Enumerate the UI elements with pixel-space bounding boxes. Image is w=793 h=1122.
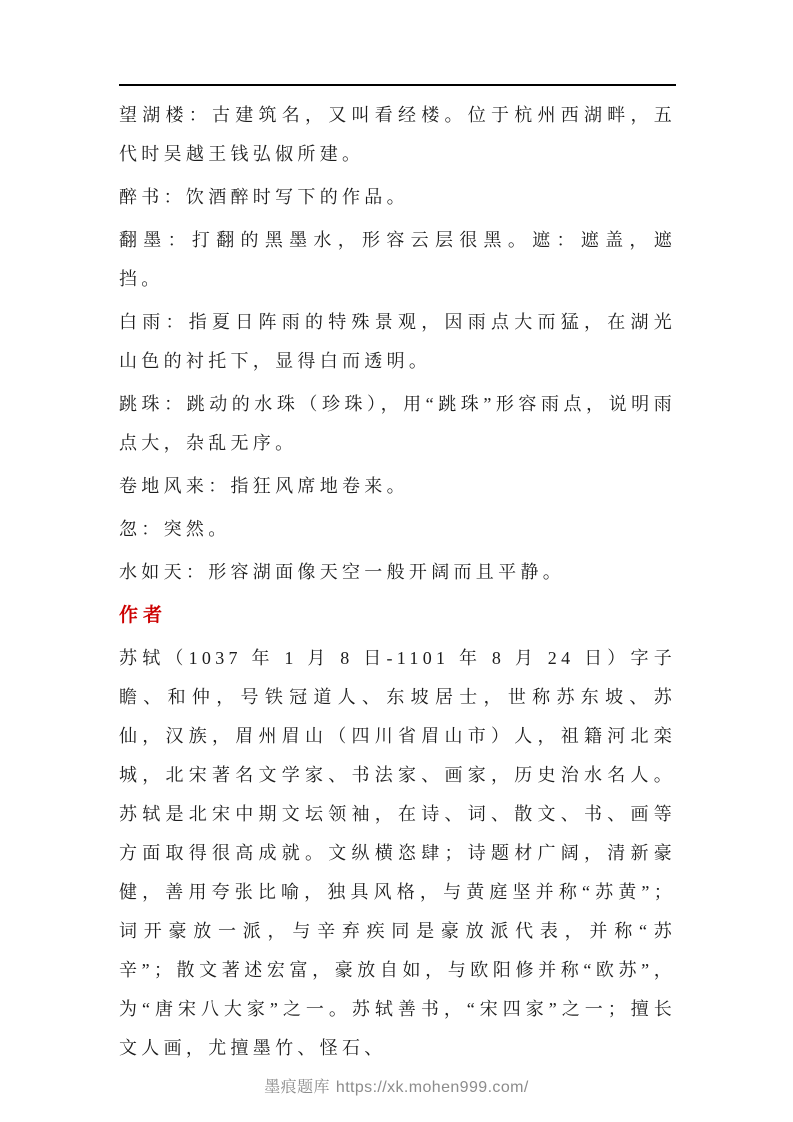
definition-paragraph-zuishu: 醉书：饮酒醉时写下的作品。 bbox=[119, 187, 409, 207]
definition-paragraph-hu: 忽：突然。 bbox=[119, 519, 231, 539]
definition-paragraph-wanghulou: 望湖楼：古建筑名，又叫看经楼。位于杭州西湖畔，五代时吴越王钱弘俶所建。 bbox=[119, 105, 676, 164]
footer-site-name: 墨痕题库 bbox=[264, 1079, 330, 1096]
author-section-heading: 作者 bbox=[119, 605, 168, 626]
definition-paragraph-fanmo: 翻墨：打翻的黑墨水，形容云层很黑。遮：遮盖，遮挡。 bbox=[119, 230, 676, 289]
definition-paragraph-tiaozhu: 跳珠：跳动的水珠（珍珠），用“跳珠”形容雨点，说明雨点大，杂乱无序。 bbox=[119, 394, 676, 453]
definition-paragraph-shuirutian: 水如天：形容湖面像天空一般开阔而且平静。 bbox=[119, 562, 565, 582]
header-rule bbox=[119, 84, 676, 86]
definition-paragraph-juandifenglai: 卷地风来：指狂风席地卷来。 bbox=[119, 476, 409, 496]
page-footer bbox=[0, 1074, 793, 1097]
page-content bbox=[119, 84, 676, 1072]
footer-url[interactable]: https://xk.mohen999.com/ bbox=[335, 1079, 529, 1096]
definition-paragraph-baiyu: 白雨：指夏日阵雨的特殊景观，因雨点大而猛，在湖光山色的衬托下，显得白而透明。 bbox=[119, 312, 676, 371]
author-bio-paragraph: 苏轼（1037 年 1 月 8 日-1101 年 8 月 24 日）字子瞻、和仲，号铁冠道人、东坡居士，世称苏东坡、苏仙，汉族，眉州眉山（四川省眉山市）人，祖籍河北栾城，北宋著名文学家、书法家、画家，历史治水名人。苏轼是北宋中期文坛领袖，在诗、词、散文、书、画等方面取得很高成就。文纵横恣肆；诗题材广阔，清新豪健，善用夸张比喻，独具风格，与黄庭坚并称“苏黄”；词开豪放一派，与辛弃疾同是豪放派代表，并称“苏辛”；散文著述宏富，豪放自如，与欧阳修并称“欧苏”，为“唐宋八大家”之一。苏轼善书，“宋四家”之一；擅长文人画，尤擅墨竹、怪石、 bbox=[119, 648, 676, 1058]
